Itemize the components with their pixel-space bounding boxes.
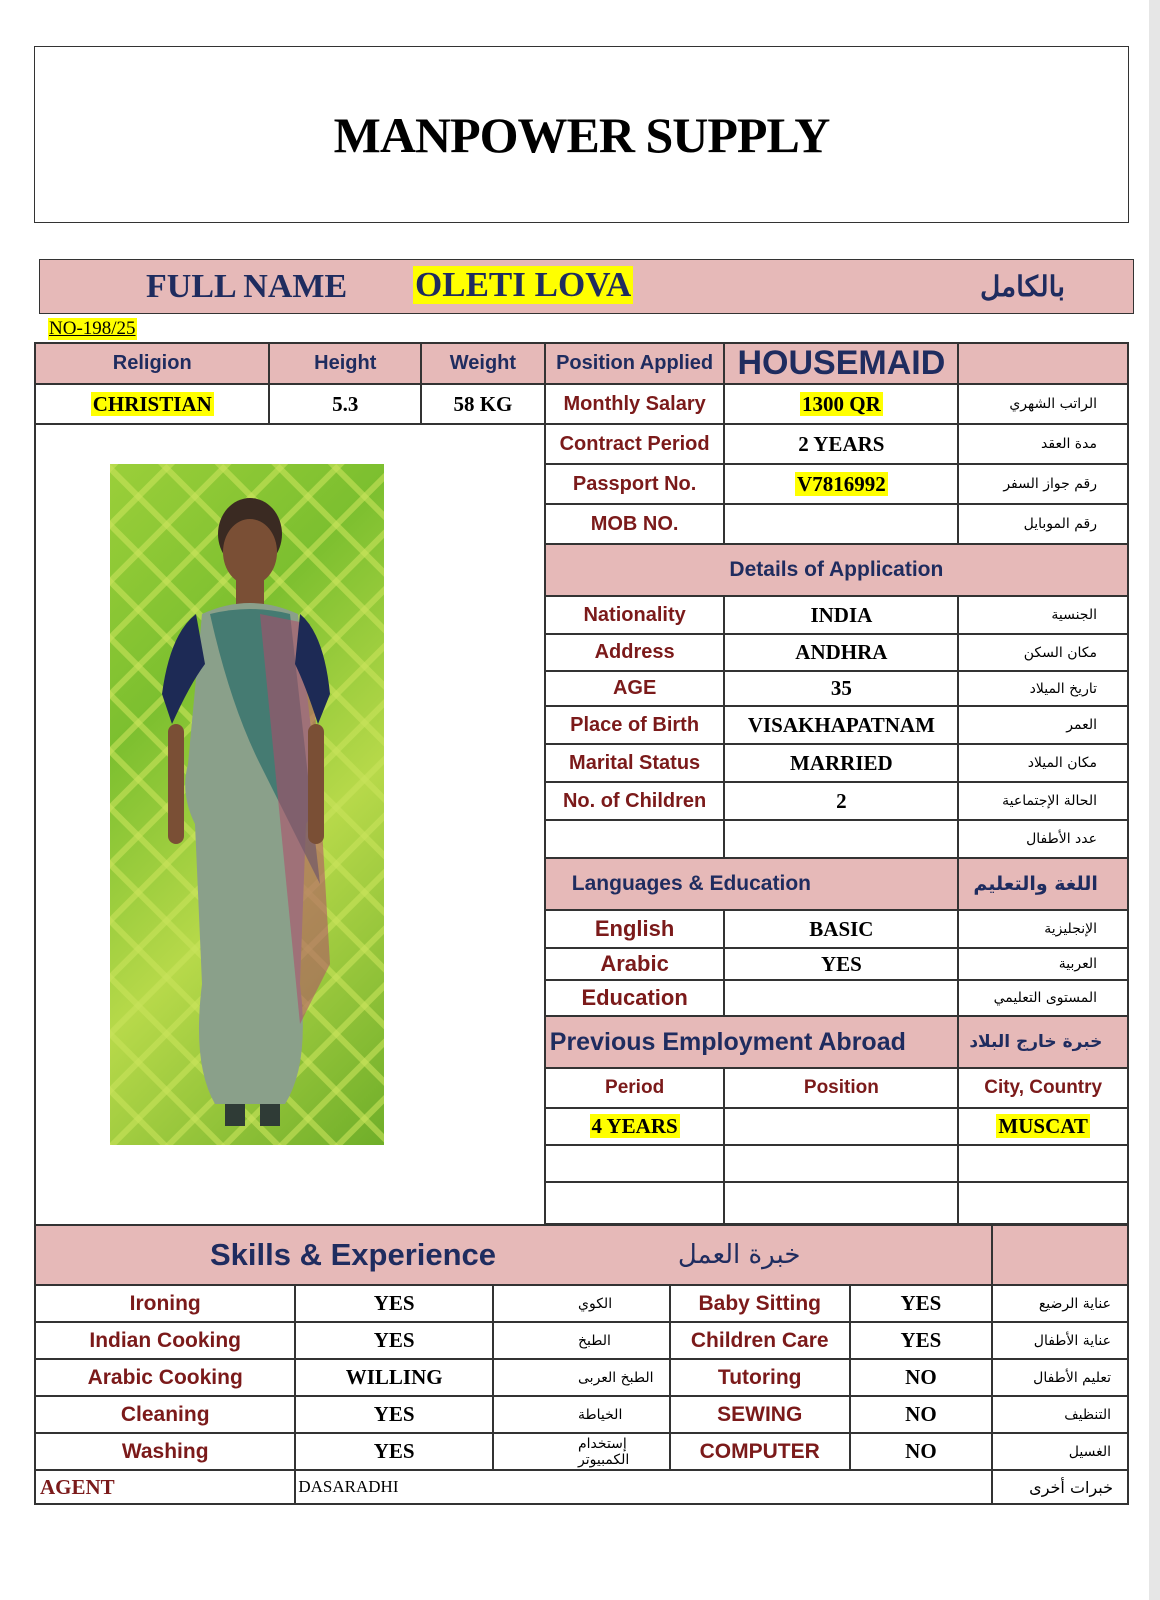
city-country-header: City, Country (958, 1068, 1128, 1108)
position-value: HOUSEMAID (724, 343, 958, 384)
skill-ar: إستخدام الكمبيوتر (493, 1433, 670, 1470)
skill-ar: الطبخ العربى (493, 1359, 670, 1396)
contract-ar: مدة العقد (958, 424, 1128, 464)
salary-cell (724, 384, 958, 424)
contract-value: 2 YEARS (724, 424, 958, 464)
prev-empty-cell (545, 1145, 725, 1182)
skill-name: Tutoring (670, 1359, 850, 1396)
education-value (724, 980, 958, 1016)
skills-title-blank (992, 1225, 1128, 1285)
religion-cell (35, 384, 269, 424)
passport-ar: رقم جواز السفر (958, 464, 1128, 504)
full-name-arabic: بالكامل (979, 272, 1065, 303)
skill-name: COMPUTER (670, 1433, 850, 1470)
prev-empty-cell (545, 1182, 725, 1224)
birthplace-ar: العمر (958, 706, 1128, 744)
candidate-photo (110, 464, 384, 1145)
english-label: English (545, 910, 725, 948)
agent-value: DASARADHI (295, 1470, 992, 1504)
header-box (34, 46, 1129, 223)
skills-title-ar: خبرة العمل (670, 1225, 992, 1285)
prev-city-value: MUSCAT (998, 1114, 1088, 1138)
prev-empty-cell (958, 1182, 1128, 1224)
skill-ar: الطبخ (493, 1322, 670, 1359)
address-ar: مكان السكن (958, 634, 1128, 671)
weight-header: Weight (421, 343, 545, 384)
nationality-value: INDIA (724, 596, 958, 634)
prev-position-header: Position (724, 1068, 958, 1108)
skill-value: NO (850, 1433, 993, 1470)
salary-value: 1300 QR (802, 391, 881, 416)
education-label: Education (545, 980, 725, 1016)
languages-title-ar: اللغة والتعليم (958, 858, 1128, 910)
mobile-label: MOB NO. (545, 504, 725, 544)
english-value: BASIC (724, 910, 958, 948)
skill-name: Arabic Cooking (35, 1359, 295, 1396)
passport-cell (724, 464, 958, 504)
marital-label: Marital Status (545, 744, 725, 782)
mobile-value (724, 504, 958, 544)
other-experience-ar: خبرات أخرى (992, 1470, 1128, 1504)
skill-value: YES (850, 1285, 993, 1322)
skill-name: SEWING (670, 1396, 850, 1433)
skill-value: YES (850, 1322, 993, 1359)
marital-value: MARRIED (724, 744, 958, 782)
marital-ar: مكان الميلاد (958, 744, 1128, 782)
skill-ar: الخياطة (493, 1396, 670, 1433)
birthplace-value: VISAKHAPATNAM (724, 706, 958, 744)
prev-empty-cell (958, 1145, 1128, 1182)
age-label: AGE (545, 671, 725, 706)
height-header: Height (269, 343, 421, 384)
nationality-label: Nationality (545, 596, 725, 634)
skills-table (34, 1224, 1129, 1505)
period-header: Period (545, 1068, 725, 1108)
skill-value: YES (295, 1322, 493, 1359)
arabic-value: YES (724, 948, 958, 980)
prev-period-value: 4 YEARS (591, 1114, 678, 1138)
birthplace-label: Place of Birth (545, 706, 725, 744)
skill-value: NO (850, 1359, 993, 1396)
previous-employment-title-ar: خبرة خارج البلاد (958, 1016, 1128, 1068)
skill-value: YES (295, 1433, 493, 1470)
reference-number: NO-198/25 (49, 318, 136, 339)
weight-value: 58 KG (421, 384, 545, 424)
skill-ar: تعليم الأطفال (992, 1359, 1128, 1396)
skill-name: Indian Cooking (35, 1322, 295, 1359)
skill-name: Baby Sitting (670, 1285, 850, 1322)
arabic-ar: العربية (958, 948, 1128, 980)
skill-ar: التنظيف (992, 1396, 1128, 1433)
languages-title: Languages & Education (545, 858, 959, 910)
position-ar-cell (958, 343, 1128, 384)
prev-city-cell (958, 1108, 1128, 1145)
skill-name: Washing (35, 1433, 295, 1470)
skill-name: Ironing (35, 1285, 295, 1322)
salary-label: Monthly Salary (545, 384, 725, 424)
skill-value: NO (850, 1396, 993, 1433)
age-ar: تاريخ الميلاد (958, 671, 1128, 706)
kids-count-ar: عدد الأطفال (958, 820, 1128, 858)
page-title: MANPOWER SUPPLY (333, 106, 830, 163)
blank-value (724, 820, 958, 858)
skill-ar: الغسيل (992, 1433, 1128, 1470)
religion-value: CHRISTIAN (92, 391, 212, 416)
children-ar: الحالة الإجتماعية (958, 782, 1128, 820)
english-ar: الإنجليزية (958, 910, 1128, 948)
full-name-value: OLETI LOVA (415, 265, 632, 304)
skill-ar: الكوي (493, 1285, 670, 1322)
skill-value: WILLING (295, 1359, 493, 1396)
skills-title: Skills & Experience (35, 1225, 670, 1285)
height-value: 5.3 (269, 384, 421, 424)
prev-empty-cell (724, 1145, 958, 1182)
address-label: Address (545, 634, 725, 671)
prev-position-value (724, 1108, 958, 1145)
skill-value: YES (295, 1396, 493, 1433)
person-silhouette-icon (110, 464, 384, 1145)
position-label: Position Applied (545, 343, 725, 384)
page-edge (1149, 0, 1160, 1600)
children-label: No. of Children (545, 782, 725, 820)
skill-name: Children Care (670, 1322, 850, 1359)
age-value: 35 (724, 671, 958, 706)
address-value: ANDHRA (724, 634, 958, 671)
skill-ar: عناية الرضيع (992, 1285, 1128, 1322)
prev-empty-cell (724, 1182, 958, 1224)
skill-ar: عناية الأطفال (992, 1322, 1128, 1359)
nationality-ar: الجنسية (958, 596, 1128, 634)
full-name-bar (39, 259, 1134, 314)
salary-ar: الراتب الشهري (958, 384, 1128, 424)
contract-label: Contract Period (545, 424, 725, 464)
mobile-ar: رقم الموبايل (958, 504, 1128, 544)
blank-label (545, 820, 725, 858)
education-ar: المستوى التعليمي (958, 980, 1128, 1016)
skill-name: Cleaning (35, 1396, 295, 1433)
religion-header: Religion (35, 343, 269, 384)
previous-employment-title: Previous Employment Abroad (545, 1016, 959, 1068)
skill-value: YES (295, 1285, 493, 1322)
passport-label: Passport No. (545, 464, 725, 504)
prev-period-cell (545, 1108, 725, 1145)
details-title: Details of Application (545, 544, 1128, 596)
arabic-label: Arabic (545, 948, 725, 980)
children-value: 2 (724, 782, 958, 820)
full-name-label: FULL NAME (146, 268, 348, 305)
passport-value: V7816992 (797, 471, 886, 496)
agent-label: AGENT (35, 1470, 295, 1504)
